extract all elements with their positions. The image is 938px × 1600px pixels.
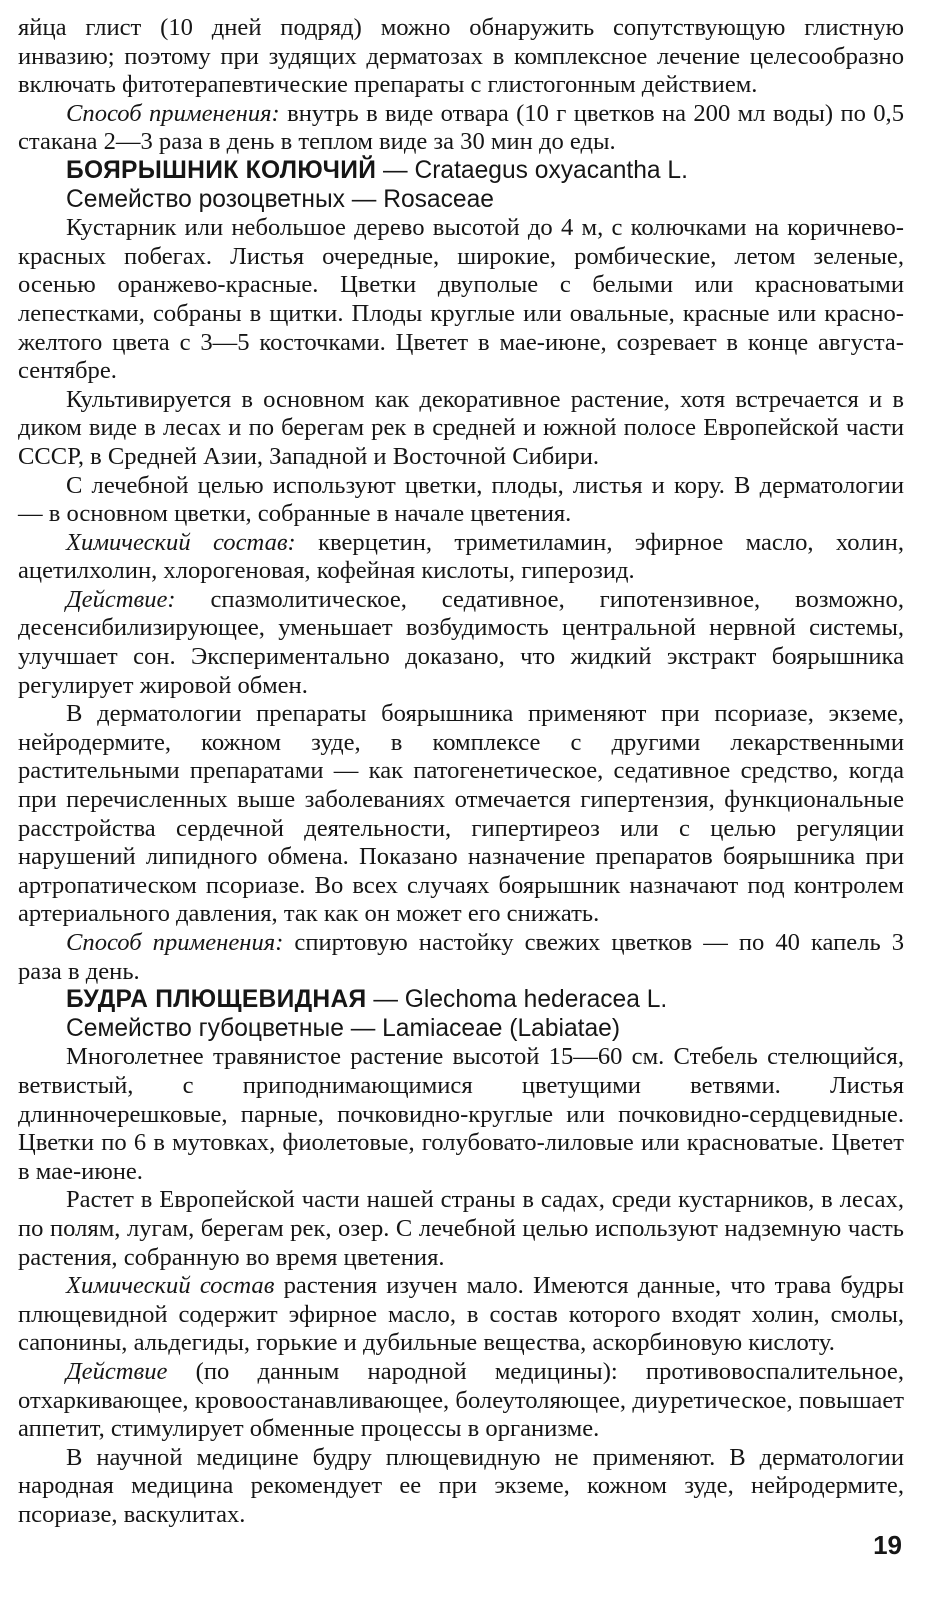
chemical-label: Химический состав: — [66, 528, 296, 556]
description-paragraph: Многолетнее травянистое растение высотой 15—60 см. Стебель стелющийся, ветвистый, с приподнимающимися цветущими ветвями. Листья длинночерешковые, парные, почковидно-круглые или почковидно-сердцевидные. Цветки по 6 в мутовках, фиолетовые, голубовато-лиловые или красноватые. Цветет в мае-июне. — [18, 1043, 904, 1185]
entry-heading-ground-ivy — [18, 986, 904, 1015]
action-paragraph — [18, 1358, 904, 1444]
description-paragraph: Кустарник или небольшое дерево высотой до 4 м, с колючками на коричнево-красных побегах. Листья очередные, широкие, ромбические, летом зеленые, осенью оранжево-красные. Цветки двуполые с белыми или красноватыми лепестками, собраны в щитки. Плоды круглые или овальные, красные или красно-желтого цвета с 3—5 косточками. Цветет в мае-июне, созревает в конце августа-сентябре. — [18, 214, 904, 385]
entry-latin-name: — Crataegus oxyacantha L. — [376, 156, 688, 184]
entry-latin-name: — Glechoma hederacea L. — [366, 986, 668, 1014]
page-number: 19 — [873, 1530, 902, 1560]
entry-name: БОЯРЫШНИК КОЛЮЧИЙ — [66, 156, 377, 184]
method-label: Способ применения: — [66, 99, 280, 127]
action-text: спазмолитическое, седативное, гипотензивное, возможно, десенсибилизирующее, уменьшает возбудимость центральной нервной системы, улучшает сон. Экспериментально доказано, что жидкий экстракт боярышника регулирует жировой обмен. — [18, 585, 904, 699]
chemical-text: растения изучен мало. Имеются данные, что трава будры плющевидной содержит эфирное масло, в состав которого входят холин, смолы, сапонины, альдегиды, горькие и дубильные вещества, аскорбиновую кислоту. — [18, 1272, 904, 1357]
book-page — [18, 14, 904, 1529]
action-text: (по данным народной медицины): противовоспалительное, отхаркивающее, кровоостанавливающее, болеутоляющее, диуретическое, повышает аппетит, стимулирует обменные процессы в организме. — [18, 1357, 904, 1443]
habitat-paragraph: Культивируется в основном как декоративное растение, хотя встречается и в диком виде в лесах и по берегам рек в средней и южной полосе Европейской части СССР, в Средней Азии, Западной и Восточной Сибири. — [18, 385, 904, 470]
method-label: Способ применения: — [66, 929, 284, 956]
entry-heading-hawthorn — [18, 157, 904, 186]
entry-name: БУДРА ПЛЮЩЕВИДНАЯ — [66, 986, 367, 1014]
method-text: спиртовую настойку свежих цветков — по 40 капель 3 раза в день. — [18, 929, 905, 985]
entry-family: Семейство розоцветных — Rosaceae — [66, 185, 494, 213]
action-label: Действие: — [66, 585, 176, 613]
intro-method-paragraph — [18, 100, 904, 157]
action-paragraph — [18, 586, 904, 700]
folk-medicine-paragraph: В научной медицине будру плющевидную не применяют. В дерматологии народная медицина рекомендует ее при экземе, кожном зуде, нейродермите, псориазе, васкулитах. — [18, 1443, 904, 1528]
chemical-composition-paragraph — [18, 529, 904, 586]
entry-family: Семейство губоцветные — Lamiaceae (Labiatae) — [66, 1014, 621, 1042]
dermatology-paragraph: В дерматологии препараты боярышника применяют при псориазе, экземе, нейродермите, кожном зуде, в комплексе с другими лекарственными растительными препаратами — как патогенетическое, седативное средство, когда при перечисленных выше заболеваниях отмечается гипертензия, функциональные расстройства сердечной деятельности, гипертиреоз или с целью регуляции нарушений липидного обмена. Показано назначение препаратов боярышника при артропатическом псориазе. Во всех случаях боярышник назначают под контролем артериального давления, так как он может его снижать. — [18, 700, 904, 928]
method-paragraph — [18, 929, 904, 986]
intro-paragraph — [18, 14, 904, 100]
habitat-paragraph: Растет в Европейской части нашей страны в садах, среди кустарников, в лесах, по полям, лугам, берегам рек, озер. С лечебной целью используют надземную часть растения, собранную во время цветения. — [18, 1186, 904, 1271]
intro-text: яйца глист (10 дней подряд) можно обнаружить сопутствующую глистную инвазию; поэтому при зудящих дерматозах в комплексное лечение целесообразно включать фитотерапевтические препараты с глистогонным действием. — [18, 14, 904, 99]
action-label: Действие — [66, 1357, 168, 1385]
chemical-composition-paragraph — [18, 1272, 904, 1358]
method-text: внутрь в виде отвара (10 г цветков на 200 мл воды) по 0,5 стакана 2—3 раза в день в теплом виде за 30 мин до еды. — [18, 99, 904, 156]
chemical-text: кверцетин, триметиламин, эфирное масло, холин, ацетилхолин, хлорогеновая, кофейная кислоты, гиперозид. — [18, 528, 904, 585]
usage-paragraph: С лечебной целью используют цветки, плоды, листья и кору. В дерматологии — в основном цветки, собранные в начале цветения. — [18, 471, 904, 528]
chemical-label: Химический состав — [66, 1272, 275, 1300]
